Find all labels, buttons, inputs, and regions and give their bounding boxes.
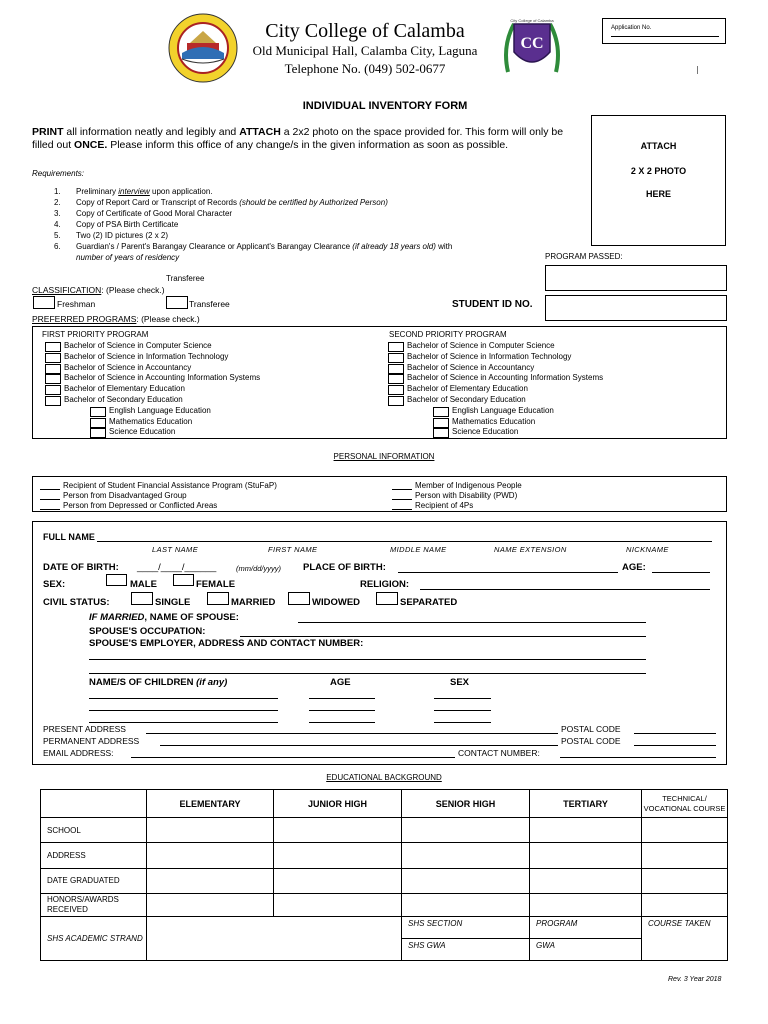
personal-info-title: PERSONAL INFORMATION <box>333 452 435 461</box>
address-elementary-cell[interactable] <box>147 843 274 869</box>
full-name-label: FULL NAME <box>43 532 95 542</box>
form-title: INDIVIDUAL INVENTORY FORM <box>302 100 468 112</box>
child-name-field[interactable] <box>89 710 278 711</box>
first-program-checkbox[interactable] <box>45 342 61 352</box>
transferee-label: Transferee <box>189 299 230 309</box>
col-tertiary: TERTIARY <box>530 790 642 818</box>
left-seal-logo <box>168 13 238 83</box>
school-tertiary-cell[interactable] <box>530 818 642 843</box>
single-label: SINGLE <box>155 597 191 608</box>
row-label-shs-strand: SHS ACADEMIC STRAND <box>41 917 147 961</box>
col-senior-high: SENIOR HIGH <box>402 790 530 818</box>
spouse-employer-field[interactable] <box>89 659 646 660</box>
second-priority-title: SECOND PRIORITY PROGRAM <box>389 330 507 339</box>
requirements-list <box>54 186 554 263</box>
school-address: Old Municipal Hall, Calamba City, Laguna <box>252 43 478 58</box>
requirement-item: 5. Two (2) ID pictures (2 x 2) <box>54 231 169 240</box>
requirement-item: 6. Guardian's / Parent's Barangay Clearance or Applicant's Barangay Clearance (if already 18 years old) with <box>54 242 453 251</box>
child-age-field[interactable] <box>309 710 375 711</box>
intro-paragraph: PRINT all information neatly and legibly and ATTACH a 2x2 photo on the space provided for. This form will only be filled out ONCE. Please inform this office of any change/s in the given information as soon as possible. <box>32 126 564 151</box>
married-checkbox[interactable] <box>207 592 229 605</box>
second-sub-program-checkbox[interactable] <box>433 418 449 428</box>
contact-number-field[interactable] <box>560 757 716 758</box>
child-sex-label: SEX <box>450 677 470 688</box>
first-program-label: Bachelor of Science in Information Technology <box>64 351 229 361</box>
single-checkbox[interactable] <box>131 592 153 605</box>
education-table <box>40 789 728 961</box>
program-passed-label: PROGRAM PASSED: <box>545 252 623 261</box>
age-field[interactable] <box>652 572 710 573</box>
shs-gwa-cell[interactable]: SHS GWA <box>402 939 530 961</box>
second-sub-program-label: English Language Education <box>452 405 554 415</box>
present-postal-field[interactable] <box>634 733 716 734</box>
left-category-label: Person from Depressed or Conflicted Areas <box>63 500 218 510</box>
widowed-label: WIDOWED <box>312 597 361 608</box>
student-id-field[interactable] <box>545 295 727 321</box>
freshman-checkbox[interactable] <box>33 296 55 309</box>
separated-label: SEPARATED <box>400 597 458 608</box>
right-category-blank[interactable] <box>392 509 412 510</box>
children-label: NAME/S OF CHILDREN (if any) <box>89 677 228 688</box>
row-label-address: ADDRESS <box>41 843 147 869</box>
row-label-honors: HONORS/AWARDS RECEIVED <box>41 894 147 917</box>
second-program-checkbox[interactable] <box>388 385 404 395</box>
second-program-label: Bachelor of Secondary Education <box>407 395 526 404</box>
second-program-checkbox[interactable] <box>388 353 404 363</box>
honors-tertiary-cell[interactable] <box>530 894 642 917</box>
name-part-label: LAST NAME <box>152 545 199 554</box>
permanent-address-field[interactable] <box>160 745 558 746</box>
first-program-checkbox[interactable] <box>45 364 61 374</box>
present-address-label: PRESENT ADDRESS <box>43 724 126 734</box>
application-number-label: Application No. <box>611 25 652 31</box>
second-sub-program-checkbox[interactable] <box>433 407 449 417</box>
row-label-school: SCHOOL <box>41 818 147 843</box>
permanent-postal-label: POSTAL CODE <box>561 736 621 746</box>
first-sub-program-checkbox[interactable] <box>90 407 106 417</box>
left-category-label: Person from Disadvantaged Group <box>63 490 187 500</box>
table-row <box>41 869 728 894</box>
education-title: EDUCATIONAL BACKGROUND <box>326 773 442 782</box>
first-program-label: Bachelor of Science in Computer Science <box>64 341 212 350</box>
program-cell[interactable]: PROGRAM <box>530 917 642 939</box>
right-category-blank[interactable] <box>392 489 412 490</box>
second-program-checkbox[interactable] <box>388 342 404 352</box>
dob-field[interactable]: ____/____/______ <box>137 562 217 573</box>
second-program-checkbox[interactable] <box>388 364 404 374</box>
program-passed-field[interactable] <box>545 265 727 291</box>
date-junior-high-cell[interactable] <box>274 869 402 894</box>
spouse-name-field[interactable] <box>298 622 646 623</box>
right-category-blank[interactable] <box>392 499 412 500</box>
second-sub-program-checkbox[interactable] <box>433 428 449 438</box>
second-program-checkbox[interactable] <box>388 374 404 384</box>
pob-field[interactable] <box>398 572 618 573</box>
shs-section-cell[interactable]: SHS SECTION <box>402 917 530 939</box>
child-sex-field[interactable] <box>434 710 491 711</box>
school-elementary-cell[interactable] <box>147 818 274 843</box>
present-address-field[interactable] <box>146 733 558 734</box>
photo-box-line2: 2 X 2 PHOTO <box>630 166 687 176</box>
married-label: MARRIED <box>231 597 276 608</box>
svg-text:City College of Calamba: City College of Calamba <box>510 18 554 23</box>
right-college-logo <box>500 14 564 78</box>
email-field[interactable] <box>131 757 455 758</box>
child-age-label: AGE <box>330 677 351 688</box>
male-checkbox[interactable] <box>106 574 127 586</box>
requirement-item-continued: number of years of residency <box>76 253 180 262</box>
school-telephone: Telephone No. (049) 502-0677 <box>284 61 446 76</box>
child-age-field[interactable] <box>309 698 375 699</box>
sex-label: SEX: <box>43 579 66 590</box>
email-label: EMAIL ADDRESS: <box>43 748 114 758</box>
table-row <box>41 818 728 843</box>
left-category-blank[interactable] <box>40 509 60 510</box>
name-part-label: NICKNAME <box>626 545 669 554</box>
first-program-checkbox[interactable] <box>45 385 61 395</box>
preferred-programs-label: PREFERRED PROGRAMS: (Please check.) <box>32 314 200 324</box>
shs-strand-cell[interactable] <box>147 917 402 961</box>
widowed-checkbox[interactable] <box>288 592 310 605</box>
svg-text:CC: CC <box>520 35 544 52</box>
left-category-blank[interactable] <box>40 499 60 500</box>
pob-label: PLACE OF BIRTH: <box>303 562 386 573</box>
school-name: City College of Calamba <box>265 20 465 42</box>
spouse-employer-label: SPOUSE'S EMPLOYER, ADDRESS AND CONTACT NUMBER: <box>89 638 364 649</box>
school-technical-cell[interactable] <box>642 818 728 843</box>
dob-label: DATE OF BIRTH: <box>43 562 119 573</box>
freshman-label: Freshman <box>57 299 96 309</box>
second-sub-program-label: Mathematics Education <box>452 416 536 426</box>
spouse-occupation-field[interactable] <box>240 636 646 637</box>
religion-label: RELIGION: <box>360 579 410 590</box>
date-senior-high-cell[interactable] <box>402 869 530 894</box>
address-tertiary-cell[interactable] <box>530 843 642 869</box>
first-program-label: Bachelor of Secondary Education <box>64 395 183 404</box>
spouse-employer-field-2[interactable] <box>89 673 646 674</box>
row-label-date-graduated: DATE GRADUATED <box>41 869 147 894</box>
col-elementary: ELEMENTARY <box>147 790 274 818</box>
second-program-checkbox[interactable] <box>388 396 404 406</box>
first-priority-title: FIRST PRIORITY PROGRAM <box>42 330 149 339</box>
student-id-label: STUDENT ID NO. <box>452 299 533 310</box>
honors-elementary-cell[interactable] <box>147 894 274 917</box>
school-junior-high-cell[interactable] <box>274 818 402 843</box>
permanent-address-label: PERMANENT ADDRESS <box>43 736 140 746</box>
first-program-checkbox[interactable] <box>45 353 61 363</box>
date-elementary-cell[interactable] <box>147 869 274 894</box>
first-sub-program-label: English Language Education <box>109 405 211 415</box>
if-married-label: IF MARRIED, NAME OF SPOUSE: <box>89 612 239 623</box>
dob-format: (mm/dd/yyyy) <box>236 564 281 573</box>
left-category-blank[interactable] <box>40 489 60 490</box>
female-checkbox[interactable] <box>173 574 194 586</box>
classification-floating-label: Transferee <box>166 274 205 283</box>
first-sub-program-checkbox[interactable] <box>90 418 106 428</box>
spouse-occupation-label: SPOUSE'S OCCUPATION: <box>89 626 206 637</box>
honors-senior-high-cell[interactable] <box>402 894 530 917</box>
address-senior-high-cell[interactable] <box>402 843 530 869</box>
full-name-field[interactable] <box>97 541 712 542</box>
present-postal-label: POSTAL CODE <box>561 724 621 734</box>
requirement-item: 3. Copy of Certificate of Good Moral Character <box>54 209 233 218</box>
course-taken-cell[interactable]: COURSE TAKEN <box>642 917 728 961</box>
honors-technical-cell[interactable] <box>642 894 728 917</box>
right-category-label: Recipient of 4Ps <box>415 500 474 510</box>
age-label: AGE: <box>622 562 646 573</box>
first-program-checkbox[interactable] <box>45 396 61 406</box>
name-part-label: MIDDLE NAME <box>390 545 447 554</box>
second-program-label: Bachelor of Science in Computer Science <box>407 341 555 350</box>
photo-box[interactable] <box>591 115 726 246</box>
honors-junior-high-cell[interactable] <box>274 894 402 917</box>
name-part-label: FIRST NAME <box>268 545 318 554</box>
child-name-field[interactable] <box>89 698 278 699</box>
requirement-item: 4. Copy of PSA Birth Certificate <box>54 220 179 229</box>
second-program-label: Bachelor of Science in Accounting Information Systems <box>407 373 604 383</box>
address-technical-cell[interactable] <box>642 843 728 869</box>
first-program-label: Bachelor of Science in Accountancy <box>64 362 192 372</box>
date-technical-cell[interactable] <box>642 869 728 894</box>
first-sub-program-label: Mathematics Education <box>109 416 193 426</box>
date-tertiary-cell[interactable] <box>530 869 642 894</box>
requirements-label: Requirements: <box>32 169 85 178</box>
classification-label: CLASSIFICATION: (Please check.) <box>32 285 165 295</box>
second-sub-program-label: Science Education <box>452 427 519 437</box>
address-junior-high-cell[interactable] <box>274 843 402 869</box>
second-program-label: Bachelor of Science in Information Technology <box>407 351 572 361</box>
religion-field[interactable] <box>420 589 710 590</box>
first-sub-program-label: Science Education <box>109 427 176 437</box>
separated-checkbox[interactable] <box>376 592 398 605</box>
footer-revision: Rev. 3 Year 2018 <box>668 976 722 983</box>
application-number-box[interactable] <box>602 18 726 44</box>
requirement-item: 1. Preliminary interview upon application. <box>54 187 213 196</box>
left-category-label: Recipient of Student Financial Assistance Program (StuFaP) <box>63 481 277 490</box>
permanent-postal-field[interactable] <box>634 745 716 746</box>
col-junior-high: JUNIOR HIGH <box>274 790 402 818</box>
child-name-field[interactable] <box>89 722 278 723</box>
school-senior-high-cell[interactable] <box>402 818 530 843</box>
first-program-checkbox[interactable] <box>45 374 61 384</box>
first-sub-program-checkbox[interactable] <box>90 428 106 438</box>
right-category-label: Person with Disability (PWD) <box>415 490 518 500</box>
first-program-label: Bachelor of Science in Accounting Information Systems <box>64 373 261 383</box>
contact-number-label: CONTACT NUMBER: <box>458 748 540 758</box>
second-program-label: Bachelor of Science in Accountancy <box>407 362 535 372</box>
col-technical-vocational: TECHNICAL/ VOCATIONAL COURSE <box>642 790 728 818</box>
right-category-label: Member of Indigenous People <box>415 481 522 490</box>
transferee-checkbox[interactable] <box>166 296 188 309</box>
table-row <box>41 917 728 939</box>
first-program-label: Bachelor of Elementary Education <box>64 384 185 394</box>
male-label: MALE <box>130 579 157 590</box>
requirement-item: 2. Copy of Report Card or Transcript of Records (should be certified by Authorized Person) <box>54 198 388 207</box>
child-age-field[interactable] <box>309 722 375 723</box>
table-row <box>41 894 728 917</box>
photo-box-line3: HERE <box>645 189 671 199</box>
photo-box-line1: ATTACH <box>640 141 677 151</box>
name-part-label: NAME EXTENSION <box>494 545 567 554</box>
female-label: FEMALE <box>196 579 236 590</box>
second-program-label: Bachelor of Elementary Education <box>407 384 528 394</box>
gwa-cell[interactable]: GWA <box>530 939 642 961</box>
table-row <box>41 843 728 869</box>
child-sex-field[interactable] <box>434 698 491 699</box>
civil-status-label: CIVIL STATUS: <box>43 597 110 608</box>
child-sex-field[interactable] <box>434 722 491 723</box>
